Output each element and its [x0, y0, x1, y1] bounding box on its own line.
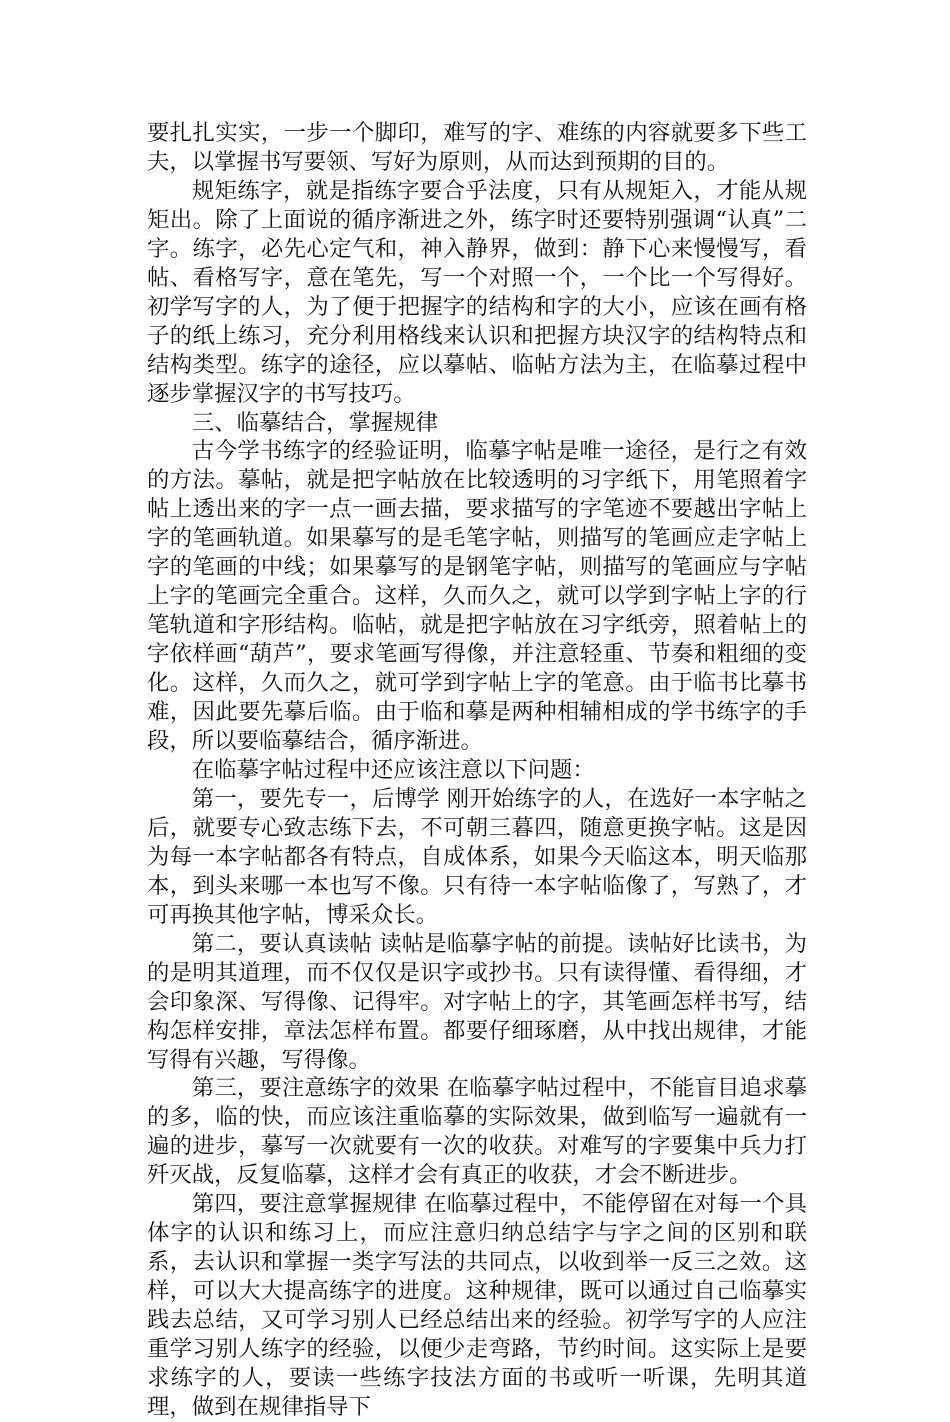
- paragraph-2: 规矩练字，就是指练字要合乎法度，只有从规矩入，才能从规矩出。除了上面说的循序渐进之外，练字时还要特别强调“认真”二字。练字，必先心定气和，神入静界，做到：静下心来慢慢写，看帖、看格写字，意在笔先，写一个对照一个，一个比一个写得好。初学写字的人，为了便于把握字的结构和字的大小，应该在画有格子的纸上练习，充分利用格线来认识和把握方块汉字的结构特点和结构类型。练字的途径，应以摹帖、临帖方法为主，在临摹过程中逐步掌握汉字的书写技巧。: [147, 177, 807, 407]
- document-body: [147, 119, 807, 1422]
- paragraph-4: 在临摹字帖过程中还应该注意以下问题：: [191, 756, 595, 783]
- paragraph-8: 第四，要注意掌握规律 在临摹过程中，不能停留在对每一个具体字的认识和练习上，而应注意归纳总结字与字之间的区别和联系，去认识和掌握一类字写法的共同点，以收到举一反三之效。这样，可以大大提高练字的进度。这种规律，既可以通过自己临摹实践去总结，又可学习别人已经总结出来的经验。初学写字的人应注重学习别人练字的经验，以便少走弯路，节约时间。这实际上是要求练字的人，要读一些练字技法方面的书或听一听课，先明其道理，做到在规律指导下: [147, 1191, 807, 1420]
- section-heading: 三、临摹结合，掌握规律: [191, 409, 439, 436]
- paragraph-7: 第三，要注意练字的效果 在临摹字帖过程中，不能盲目追求摹的多，临的快，而应该注重临摹的实际效果，做到临写一遍就有一遍的进步，摹写一次就要有一次的收获。对难写的字要集中兵力打歼灭战，反复临摹，这样才会有真正的收获，才会不断进步。: [147, 1075, 807, 1189]
- paragraph-5: 第一，要先专一，后博学 刚开始练字的人，在选好一本字帖之后，就要专心致志练下去，不可朝三暮四，随意更换字帖。这是因为每一本字帖都各有特点，自成体系，如果今天临这本，明天临那本，到头来哪一本也写不像。只有待一本字帖临像了，写熟了，才可再换其他字帖，博采众长。: [147, 785, 807, 928]
- paragraph-6: 第二，要认真读帖 读帖是临摹字帖的前提。读帖好比读书，为的是明其道理，而不仅仅是识字或抄书。只有读得懂、看得细，才会印象深、写得像、记得牢。对字帖上的字，其笔画怎样书写，结构怎样安排，章法怎样布置。都要仔细琢磨，从中找出规律，才能写得有兴趣，写得像。: [147, 930, 807, 1073]
- paragraph-3: 古今学书练字的经验证明，临摹字帖是唯一途径，是行之有效的方法。摹帖，就是把字帖放在比较透明的习字纸下，用笔照着字帖上透出来的字一点一画去描，要求描写的字笔迹不要越出字帖上字的笔画轨道。如果摹写的是毛笔字帖，则描写的笔画应走字帖上字的笔画的中线；如果摹写的是钢笔字帖，则描写的笔画应与字帖上字的笔画完全重合。这样，久而久之，就可以学到字帖上字的行笔轨道和字形结构。临帖，就是把字帖放在习字纸旁，照着帖上的字依样画“葫芦”，要求笔画写得像，并注意轻重、节奏和粗细的变化。这样，久而久之，就可学到字帖上字的笔意。由于临书比摹书难，因此要先摹后临。由于临和摹是两种相辅相成的学书练字的手段，所以要临摹结合，循序渐进。: [147, 438, 807, 755]
- paragraph-1: 要扎扎实实，一步一个脚印，难写的字、难练的内容就要多下些工夫，以掌握书写要领、写好为原则，从而达到预期的目的。: [147, 120, 807, 175]
